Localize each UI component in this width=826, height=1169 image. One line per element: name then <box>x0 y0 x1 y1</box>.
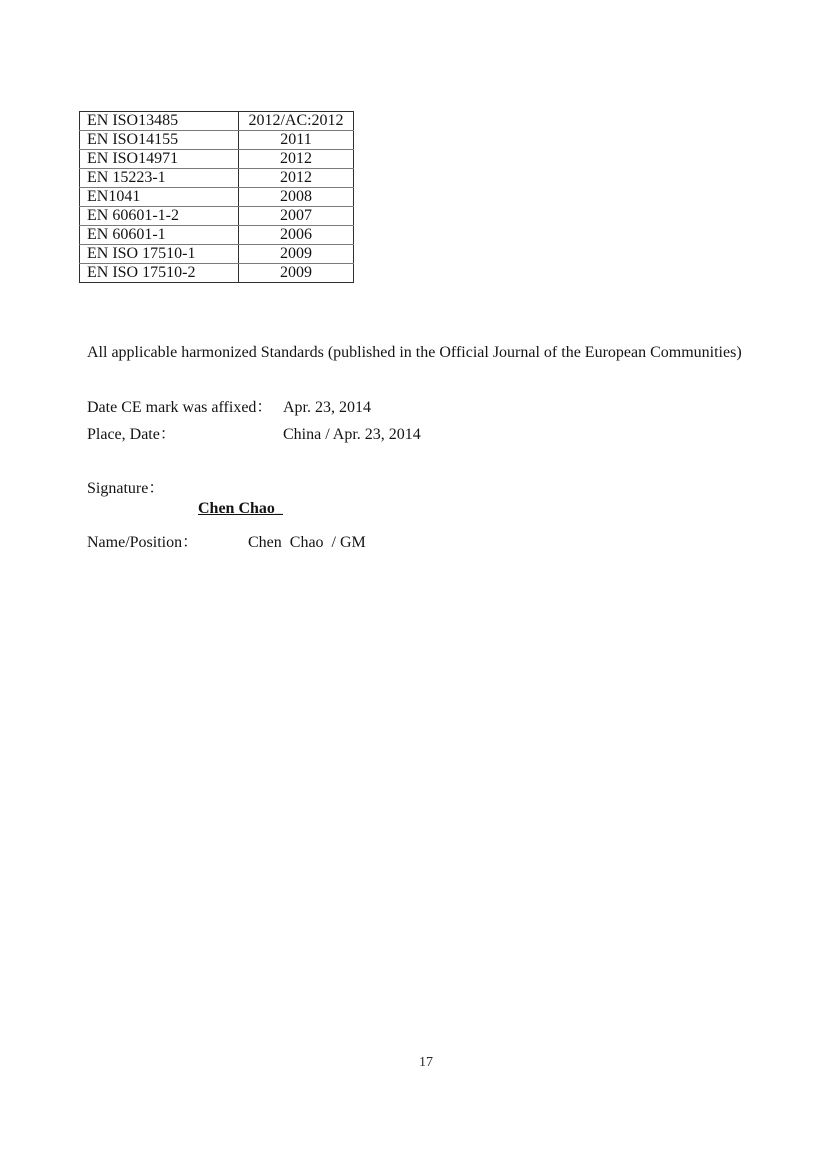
standard-cell: EN 60601-1 <box>80 226 239 245</box>
standards-table <box>79 111 354 283</box>
standard-cell: EN ISO13485 <box>80 112 239 131</box>
year-cell: 2008 <box>239 188 354 207</box>
date-ce-label: Date CE mark was affixed： <box>87 399 273 416</box>
harmonized-standards-note: All applicable harmonized Standards (published in the Official Journal of the European Communities) <box>87 344 742 361</box>
table-row <box>80 188 354 207</box>
standard-cell: EN1041 <box>80 188 239 207</box>
page-number: 17 <box>419 1055 433 1070</box>
table-row <box>80 150 354 169</box>
signature-value <box>182 479 283 539</box>
year-cell: 2011 <box>239 131 354 150</box>
place-date-value: China / Apr. 23, 2014 <box>283 426 421 443</box>
year-cell: 2012 <box>239 169 354 188</box>
standard-cell: EN ISO14971 <box>80 150 239 169</box>
year-cell: 2009 <box>239 264 354 283</box>
year-cell: 2007 <box>239 207 354 226</box>
table-row <box>80 264 354 283</box>
standard-cell: EN 60601-1-2 <box>80 207 239 226</box>
name-position-label: Name/Position： <box>87 534 199 551</box>
year-cell: 2006 <box>239 226 354 245</box>
table-row <box>80 207 354 226</box>
table-row <box>80 131 354 150</box>
year-cell: 2009 <box>239 245 354 264</box>
signature-underscore: _ <box>274 500 283 517</box>
standard-cell: EN ISO14155 <box>80 131 239 150</box>
table-row <box>80 169 354 188</box>
signature-name: Chen Chao <box>198 500 275 517</box>
table-row <box>80 112 354 131</box>
table-row <box>80 226 354 245</box>
standard-cell: EN 15223-1 <box>80 169 239 188</box>
date-ce-value: Apr. 23, 2014 <box>283 399 371 416</box>
signature-label: Signature： <box>87 480 165 497</box>
standard-cell: EN ISO 17510-1 <box>80 245 239 264</box>
standard-cell: EN ISO 17510-2 <box>80 264 239 283</box>
name-position-value: Chen Chao / GM <box>248 534 366 551</box>
year-cell: 2012/AC:2012 <box>239 112 354 131</box>
table-row <box>80 245 354 264</box>
place-date-label: Place, Date： <box>87 426 176 443</box>
year-cell: 2012 <box>239 150 354 169</box>
